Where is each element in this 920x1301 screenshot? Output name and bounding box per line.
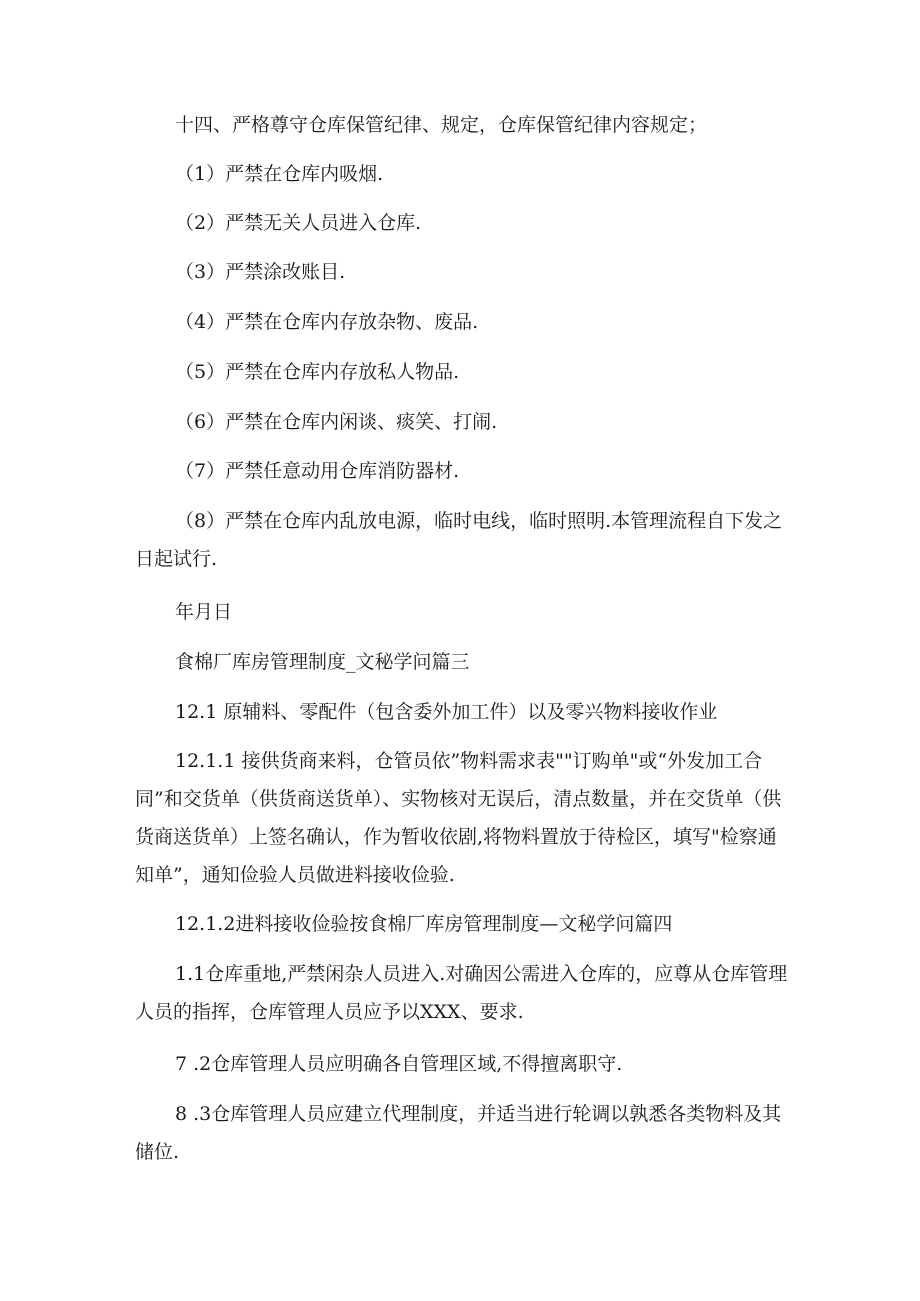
clause-12-1: 12.1 原辅料、零配件（包含委外加工件）以及零兴物料接收作业 (175, 701, 718, 723)
date-line: 年月日 (175, 601, 233, 623)
rule-item-5: （5）严禁在仓库内存放私人物品. (175, 361, 460, 383)
rule-item-2: （2）严禁无关人员进入仓库. (175, 212, 422, 234)
clause-12-1-1: 12.1.1 接供货商来料，仓管员依”物料需求表""订购单"或“外发加工合同”和交货单（供货商送货单）、实物核对无误后，清点数量，并在交货单（供货商送货单）上签名确认，作为暂收依剧,将物料置放于待检区，填写"检察通知单”，通知俭验人员做进料接收俭验. (135, 750, 782, 886)
rule-item-6: （6）严禁在仓库内闲谈、痰笑、打闹. (175, 411, 498, 433)
clause-12-1-2: 12.1.2进料接收俭验按食棉厂库房管理制度—文秘学问篇四 (175, 913, 673, 935)
clause-8-3: 8 .3仓库管理人员应建立代理制度，并适当进行轮调以孰悉各类物料及其储位. (135, 1103, 782, 1163)
rule-item-3: （3）严禁涂改账目. (175, 261, 346, 283)
rule-item-8: （8）严禁在仓库内乱放电源，临时电线，临时照明.本管理流程自下发之日起试行. (135, 510, 783, 570)
clause-7-2: 7 .2仓库管理人员应明确各自管理区域,不得擅离职守. (175, 1053, 623, 1075)
rule-item-7: （7）严禁任意动用仓库消防器材. (175, 460, 460, 482)
clause-1-1: 1.1仓库重地,严禁闲杂人员进入.对确因公需进入仓库的，应尊从仓库管理人员的指挥，仓库管理人员应予以XXX、要求. (135, 963, 788, 1023)
section-heading-14: 十四、严格尊守仓库保管纪律、规定，仓库保管纪律内容规定； (175, 114, 708, 136)
rule-item-4: （4）严禁在仓库内存放杂物、废品. (175, 311, 479, 333)
section-title-3: 食棉厂库房管理制度_文秘学问篇三 (175, 651, 470, 673)
rule-item-1: （1）严禁在仓库内吸烟. (175, 163, 384, 185)
